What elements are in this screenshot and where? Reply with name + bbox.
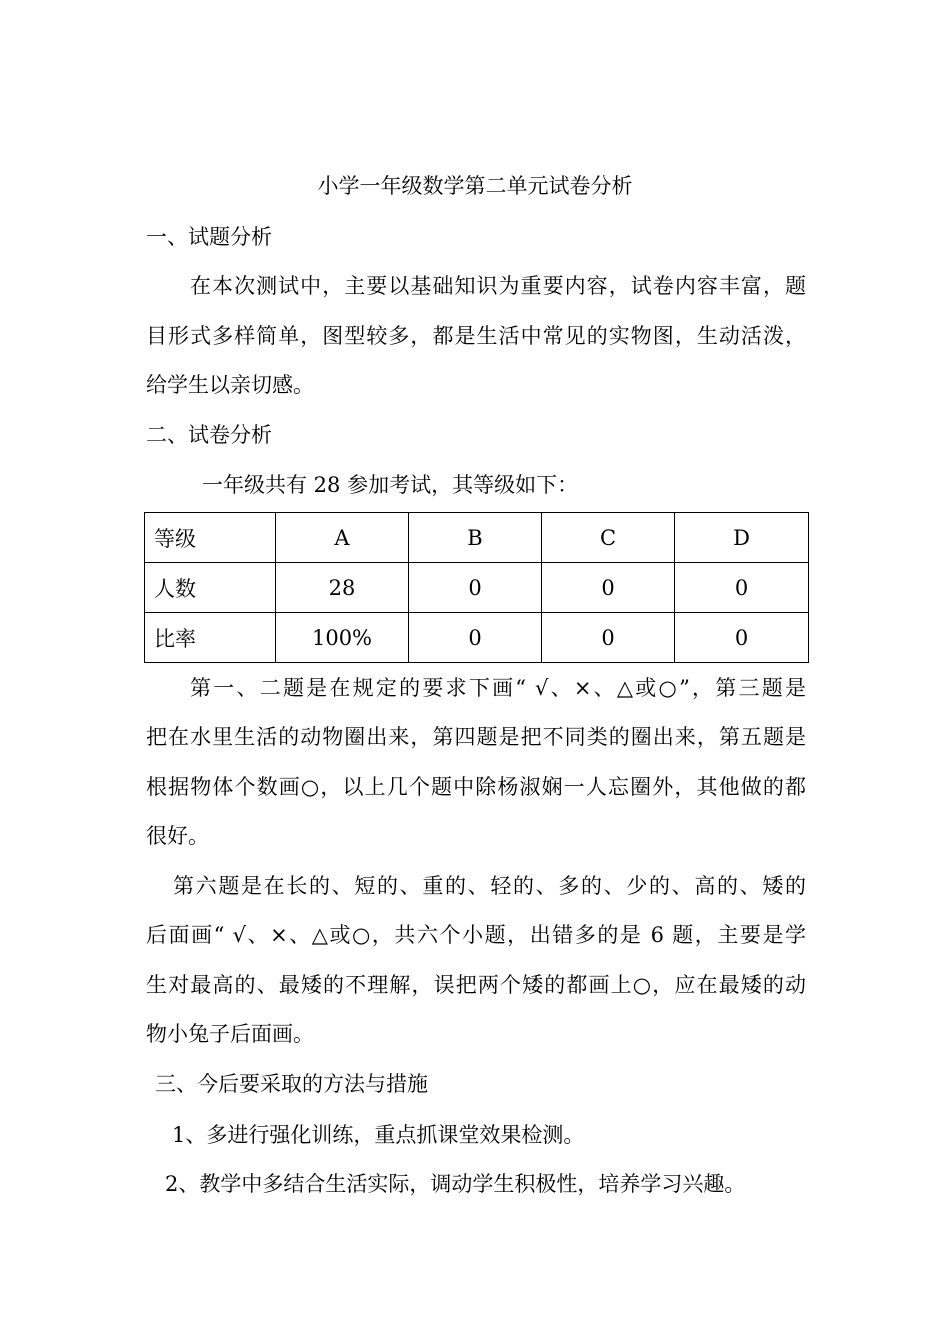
section1-para-line: 目形式多样简单，图型较多，都是生活中常见的实物图，生动活泼， [146, 324, 806, 348]
table-header-cell: C [542, 513, 675, 563]
section3-item: 1、多进行强化训练，重点抓课堂效果检测。 [172, 1123, 585, 1147]
table-row [145, 613, 809, 663]
section3-heading: 三、今后要采取的方法与措施 [155, 1072, 428, 1096]
document-title: 小学一年级数学第二单元试卷分析 [317, 174, 633, 198]
section1-para-line: 在本次测试中，主要以基础知识为重要内容，试卷内容丰富，题 [190, 274, 806, 298]
table-header-row [145, 513, 809, 563]
table-cell: 0 [409, 613, 542, 663]
table-cell: 人数 [145, 563, 276, 613]
grade-table [144, 512, 809, 663]
section2-intro: 一年级共有 28 参加考试，其等级如下： [202, 473, 579, 497]
section2-heading: 二、试卷分析 [146, 423, 272, 447]
section2-para2-line: 第六题是在长的、短的、重的、轻的、多的、少的、高的、矮的 [173, 874, 806, 898]
table-header-cell: A [276, 513, 409, 563]
table-header-cell: D [675, 513, 809, 563]
section2-para2-line: 物小兔子后面画。 [146, 1022, 314, 1046]
section2-para1-line: 把在水里生活的动物圈出来，第四题是把不同类的圈出来，第五题是 [146, 725, 806, 749]
table-header-cell: B [409, 513, 542, 563]
section1-para-line: 给学生以亲切感。 [146, 373, 314, 397]
table-cell: 0 [542, 613, 675, 663]
table-cell: 0 [409, 563, 542, 613]
section2-para1-line: 第一、二题是在规定的要求下画“ √、×、△或○”，第三题是 [190, 676, 806, 700]
section2-para1-line: 很好。 [146, 824, 209, 848]
table-header-cell: 等级 [145, 513, 276, 563]
table-cell: 0 [675, 613, 809, 663]
table-cell: 0 [542, 563, 675, 613]
section1-heading: 一、试题分析 [146, 225, 272, 249]
table-row [145, 563, 809, 613]
table-cell: 0 [675, 563, 809, 613]
section2-para2-line: 后面画“ √、×、△或○，共六个小题，出错多的是 6 题，主要是学 [146, 923, 806, 947]
table-cell: 比率 [145, 613, 276, 663]
table-cell: 100% [276, 613, 409, 663]
table-cell: 28 [276, 563, 409, 613]
section2-para2-line: 生对最高的、最矮的不理解，误把两个矮的都画上○，应在最矮的动 [146, 973, 806, 997]
section3-item: 2、教学中多结合生活实际，调动学生积极性，培养学习兴趣。 [165, 1172, 746, 1196]
section2-para1-line: 根据物体个数画○，以上几个题中除杨淑娴一人忘圈外，其他做的都 [146, 775, 806, 799]
